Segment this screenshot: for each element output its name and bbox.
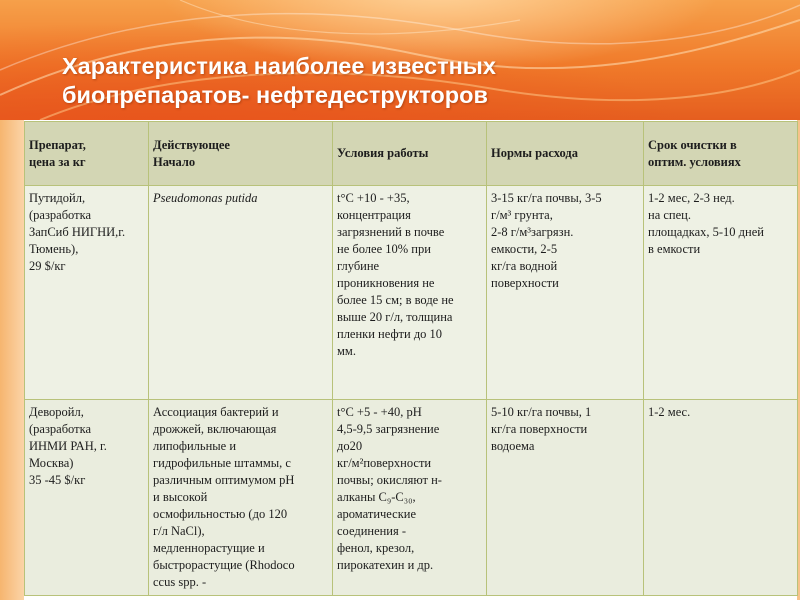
cell-preparation: Путидойл, (разработка ЗапСиб НИГНИ,г. Тюмень), 29 $/кг xyxy=(25,186,149,400)
table-header-row xyxy=(25,122,798,186)
table-row xyxy=(25,400,798,596)
slide-title-line-2: биопрепаратов- нефтедеструкторов xyxy=(62,82,488,108)
header-preparation: Препарат, цена за кг xyxy=(25,122,149,186)
table-row xyxy=(25,186,798,400)
cell-cleanup-time: 1-2 мес. xyxy=(644,400,798,596)
cell-preparation: Деворойл, (разработка ИНМИ РАН, г. Москва) 35 -45 $/кг xyxy=(25,400,149,596)
cell-consumption: 3-15 кг/га почвы, 3-5 г/м³ грунта, 2-8 г/м³загрязн. емкости, 2-5 кг/га водной поверхности xyxy=(487,186,644,400)
slide-title xyxy=(62,52,496,110)
slide-header-background xyxy=(0,0,800,120)
cell-conditions: t°C +10 - +35, концентрация загрязнений в почве не более 10% при глубине проникновения не более 15 см; в воде не выше 20 г/л, толщина пленки нефти до 10 мм. xyxy=(333,186,487,400)
slide-title-line-1: Характеристика наиболее известных xyxy=(62,53,496,79)
biopreparations-table xyxy=(24,121,798,596)
cell-conditions: t°C +5 - +40, рН 4,5-9,5 загрязнение до20 кг/м²поверхности почвы; окисляют н- алканы С₉-С₃₀, ароматические соединения - фенол, крезол, пирокатехин и др. xyxy=(333,400,487,596)
header-cleanup-time: Срок очистки в оптим. условиях xyxy=(644,122,798,186)
header-active-agent: Действующее Начало xyxy=(149,122,333,186)
header-consumption: Нормы расхода xyxy=(487,122,644,186)
cell-active-agent: Ассоциация бактерий и дрожжей, включающая липофильные и гидрофильные штаммы, с различным оптимумом рН и высокой осмофильностью (до 120 г/л NaCl), медленнорастущие и быстрорастущие (Rhodoco ccus spp. - xyxy=(149,400,333,596)
header-conditions: Условия работы xyxy=(333,122,487,186)
cell-cleanup-time: 1-2 мес, 2-3 нед. на спец. площадках, 5-10 дней в емкости xyxy=(644,186,798,400)
left-decorative-band xyxy=(0,120,24,600)
cell-active-agent: Pseudomonas putida xyxy=(149,186,333,400)
cell-consumption: 5-10 кг/га почвы, 1 кг/га поверхности водоема xyxy=(487,400,644,596)
